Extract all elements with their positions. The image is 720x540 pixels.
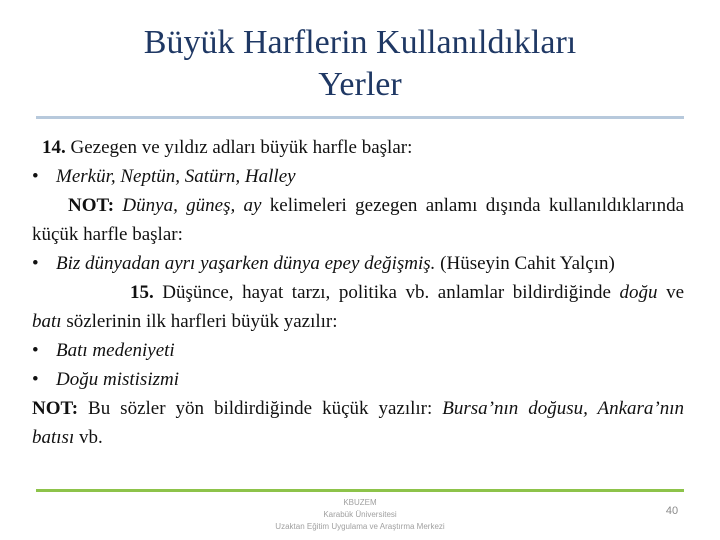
- footer-line-1: KBUZEM: [343, 498, 377, 507]
- footer-line-2: Karabük Üniversitesi: [323, 510, 397, 519]
- bullet-quote-author: (Hüseyin Cahit Yalçın): [435, 253, 615, 274]
- footer: [240, 497, 480, 533]
- rule-15-text-2: ve: [657, 282, 685, 303]
- rule-15-text-3: sözlerinin ilk harfleri büyük yazılır:: [61, 311, 338, 332]
- note-1-italic: Dünya, güneş, ay: [114, 195, 262, 216]
- note-1-label: NOT:: [68, 195, 115, 216]
- rule-15-number: 15.: [130, 282, 154, 303]
- bullet-quote-italic: Biz dünyadan ayrı yaşarken dünya epey değişmiş.: [56, 253, 436, 274]
- note-2-end: vb.: [74, 427, 103, 448]
- note-1: [32, 191, 684, 249]
- note-2-text: Bu sözler yön bildirdiğinde küçük yazılır:: [78, 398, 443, 419]
- bullet-icon: •: [32, 166, 39, 187]
- bullet-east: [32, 365, 684, 394]
- bullet-west: [32, 336, 684, 365]
- title-divider: [36, 116, 684, 119]
- title-line-1: Büyük Harflerin Kullanıldıkları: [143, 24, 577, 61]
- rule-15: [32, 278, 684, 336]
- rule-15-text-1: Düşünce, hayat tarzı, politika vb. anlamlar bildirdiğinde: [153, 282, 620, 303]
- bullet-icon: •: [32, 369, 39, 390]
- note-2-italic: Bursa’nın doğusu, Ankara’nın batısı: [32, 398, 685, 448]
- bullet-west-text: Batı medeniyeti: [56, 340, 175, 361]
- rule-15-italic-2: batı: [32, 311, 62, 332]
- bullet-planets-text: Merkür, Neptün, Satürn, Halley: [56, 166, 296, 187]
- slide-title: [40, 22, 680, 106]
- footer-line-3: Uzaktan Eğitim Uygulama ve Araştırma Merkezi: [275, 522, 445, 531]
- title-line-2: Yerler: [318, 66, 402, 103]
- bullet-icon: •: [32, 253, 39, 274]
- page-number: 40: [665, 505, 679, 517]
- rule-14-number: 14.: [42, 137, 66, 158]
- bullet-icon: •: [32, 340, 39, 361]
- note-2: [32, 394, 684, 452]
- footer-divider: [36, 489, 684, 492]
- rule-15-italic-1: doğu: [619, 282, 658, 303]
- rule-14-text: Gezegen ve yıldız adları büyük harfle başlar:: [65, 137, 413, 158]
- bullet-quote: [32, 249, 684, 278]
- slide-body: [32, 133, 684, 452]
- rule-14: [32, 133, 684, 162]
- note-1-text: kelimeleri gezegen anlamı dışında kullanıldıklarında küçük harfle başlar:: [32, 195, 685, 245]
- note-2-label: NOT:: [32, 398, 79, 419]
- bullet-east-text: Doğu mistisizmi: [56, 369, 179, 390]
- bullet-planets: [32, 162, 684, 191]
